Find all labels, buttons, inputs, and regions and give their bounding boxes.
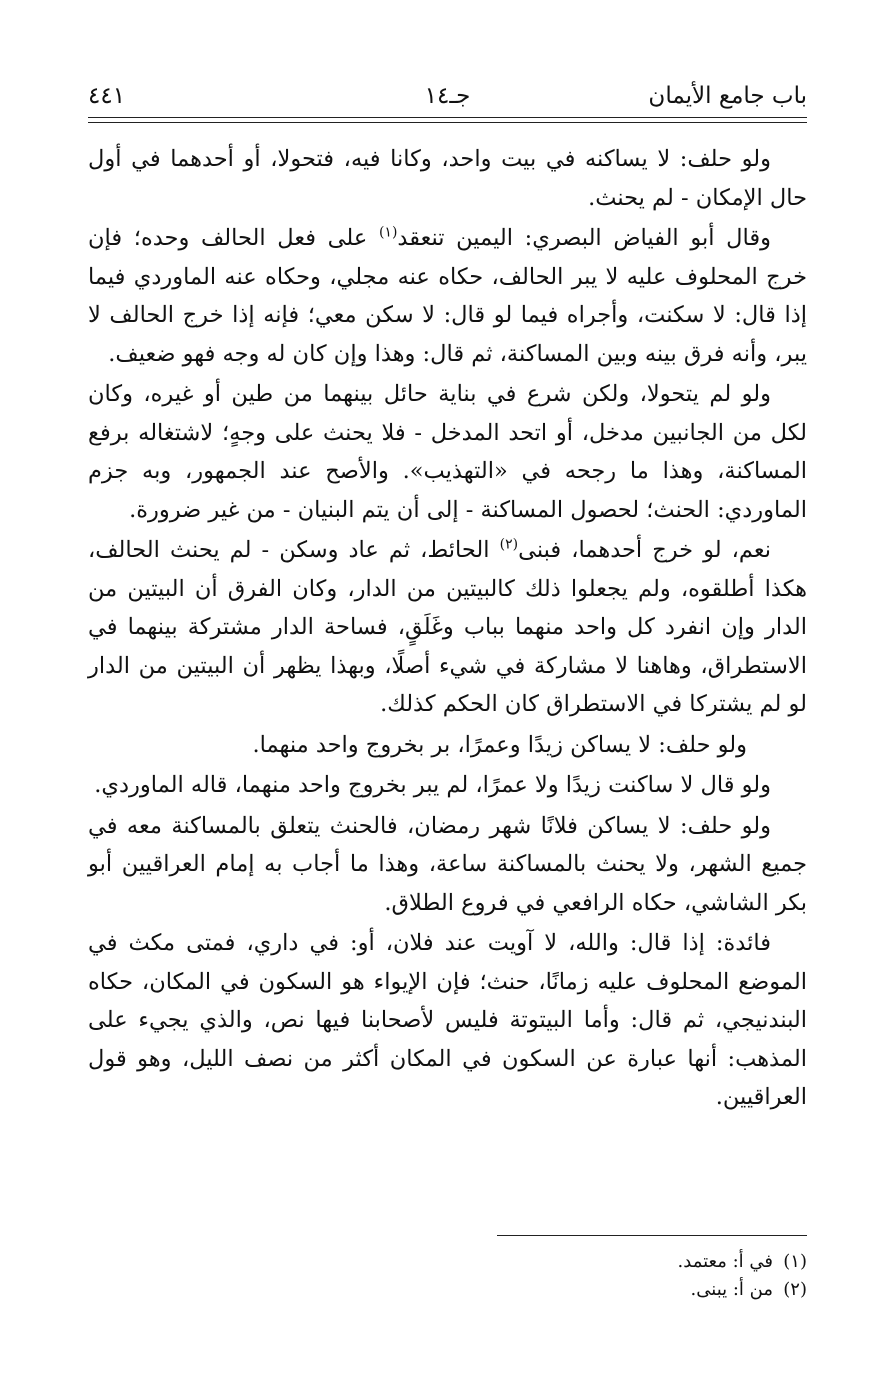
paragraph: وقال أبو الفياض البصري: اليمين تنعقد$^{(١)}$ على فعل الحالف وحده؛ فإن خرج المحلوف عليه لا يبر الحالف، حكاه عنه مجلي، وحكاه عنه الماوردي فيما إذا قال: لا سكنت، وأجراه فيما لو قال: لا سكن معي؛ فإنه إذا خرج الحالف لا يبر، وأنه فرق بينه وبين المساكنة، ثم قال: وهذا وإن كان له وجه فهو ضعيف. [88,224,807,367]
paragraph: ولو حلف: لا يساكن زيدًا وعمرًا، بر بخروج واحد منهما. [252,731,747,758]
footnote-separator [497,1235,807,1236]
page-number: ٤٤١ [88,83,126,109]
volume-label: جـ١٤ [424,83,471,109]
main-text [88,140,807,1119]
paragraph: ولو حلف: لا يساكن فلانًا شهر رمضان، فالحنث يتعلق بالمساكنة معه في جميع الشهر، ولا يحنث بالمساكنة ساعة، وهذا ما أجاب به إمام العراقيين أبو بكر الشاشي، حكاه الرافعي في فروع الطلاق. [88,812,807,916]
paragraph: ولو لم يتحولا، ولكن شرع في بناية حائل بينهما من طين أو غيره، وكان لكل من الجانبين مدخل، أو اتحد المدخل - فلا يحنث على وجهٍ؛ لاشتغاله برفع المساكنة، وهذا ما رجحه في «التهذيب». والأصح عند الجمهور، وبه جزم الماوردي: الحنث؛ لحصول المساكنة - إلى أن يتم البنيان - من غير ضرورة. [88,381,807,523]
paragraph: نعم، لو خرج أحدهما، فبنى$^{(٢)}$ الحائط، ثم عاد وسكن - لم يحنث الحالف، هكذا أطلقوه، ولم يجعلوا ذلك كالبيتين من الدار، وكان الفرق أن البيتين من الدار وإن انفرد كل واحد منهما بباب وغَلَقٍ، فساحة الدار مشتركة بينهما في الاستطراق، وهاهنا لا مشاركة في شيء أصلًا، وبهذا يظهر أن البيتين من الدار لو لم يشتركا في الاستطراق كان الحكم كذلك. [88,536,807,717]
footnote-ref: (٢) [499,536,519,553]
paragraph: فائدة: إذا قال: والله، لا آويت عند فلان، أو: في داري، فمتى مكث في الموضع المحلوف عليه زمانًا، حنث؛ فإن الإيواء هو السكون في المكان، حكاه البندنيجي، ثم قال: وأما البيتوتة فليس لأصحابنا فيها نص، والذي يجيء على المذهب: أنها عبارة عن السكون في المكان أكثر من نصف الليل، وهو قول العراقيين. [88,930,807,1110]
footnote: (١)في أ: معتمد. [677,1251,807,1272]
paragraph: ولو قال لا ساكنت زيدًا ولا عمرًا، لم يبر بخروج واحد منهما، قاله الماوردي. [94,772,771,798]
header-rule-top [88,117,807,118]
footnote-ref: (١) [378,224,398,241]
chapter-title: باب جامع الأيمان [648,83,807,109]
running-header [88,78,807,114]
footnotes [307,1248,807,1304]
header-rule-bottom [88,122,807,123]
footnote: (٢)من أ: يبنى. [690,1279,807,1300]
paragraph: ولو حلف: لا يساكنه في بيت واحد، وكانا فيه، فتحولا، أو أحدهما في أول حال الإمكان - لم يحنث. [88,146,807,211]
